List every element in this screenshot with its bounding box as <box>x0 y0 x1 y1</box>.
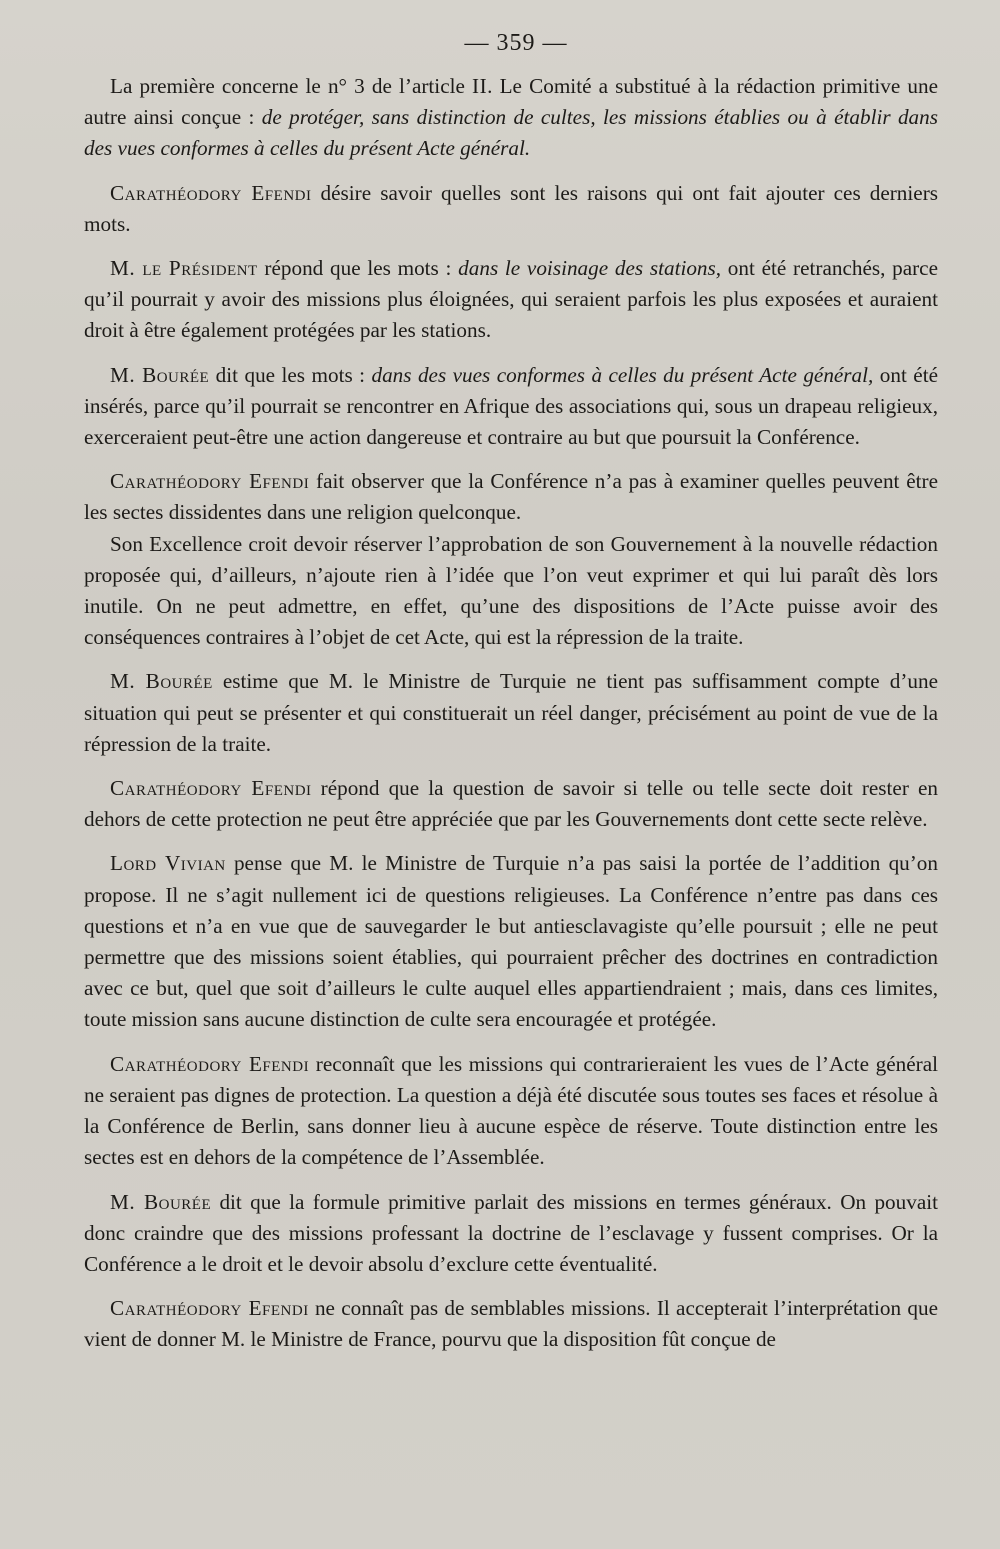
speaker-name: Carathéodory Efendi <box>110 776 312 801</box>
paragraph-text: pense que M. le Ministre de Turquie n’a pas saisi la portée de l’addition qu’on propose. Il ne s’agit nullement ici de questions religieuses. La Conférence n’entre pas dans ces questions et n’a en vue que de sauvegarder le but antiesclavagiste qu’elle poursuit ; elle ne peut permettre que des missions soient établies, qui pourraient prêcher des doctrines en contradiction avec ce but, quel que soit d’ailleurs le culte auquel elles appartiendraient ; mais, dans ces limites, toute mission sans aucune distinction de culte sera encouragée et protégée. <box>84 851 938 1032</box>
speaker-name: Carathéodory Efendi <box>110 1296 309 1321</box>
paragraph-text: désire savoir quelles sont les raisons qui ont fait ajouter ces derniers mots. <box>84 180 938 236</box>
paragraph-text: fait observer que la Conférence n’a pas à examiner quelles peuvent être les sectes dissidentes dans une religion quelconque. <box>84 469 938 525</box>
speaker-name: M. Bourée <box>110 1189 212 1214</box>
paragraph-caratheodory-4 <box>84 1049 938 1174</box>
speaker-name: M. le Président <box>110 256 258 281</box>
paragraph-text: Son Excellence croit devoir réserver l’approbation de son Gouvernement à la nouvelle rédaction proposée qui, d’ailleurs, n’ajoute rien à l’idée que l’on veut exprimer et qui lui paraît dès lors inutile. On ne peut admettre, en effet, qu’une des dispositions de l’Acte puisse avoir des conséquences contraires à l’objet de cet Acte, qui est la répression de la traite. <box>84 531 938 650</box>
page-number: — 359 — <box>464 30 568 56</box>
paragraph-text: ont été retranchés, parce qu’il pourrait y avoir des missions plus éloignées, qui seraient parfois les plus exposées et auraient droit à être également protégées par les stations. <box>84 256 938 343</box>
paragraph-caratheodory-5 <box>84 1293 938 1355</box>
paragraph-text: estime que M. le Ministre de Turquie ne tient pas suffisamment compte d’une situation qui peut se présenter et qui constituerait un réel danger, précisément au point de vue de la répression de la traite. <box>84 669 939 756</box>
speaker-name: Carathéodory Efendi <box>110 180 312 205</box>
paragraph-caratheodory-1 <box>84 178 938 240</box>
quoted-text: de protéger, sans distinction de cultes, les missions établies ou à établir dans des vues conformes à celles du présent Acte général. <box>84 105 938 161</box>
paragraph-text: ne connaît pas de semblables missions. Il accepterait l’interprétation que vient de donner M. le Ministre de France, pourvu que la disposition fût conçue de <box>84 1296 938 1352</box>
paragraph-text: La première concerne le n° 3 de l’article <box>110 74 473 98</box>
paragraph-caratheodory-3 <box>84 773 938 835</box>
roman-numeral: II <box>472 74 488 98</box>
paragraph-bouree-2 <box>84 666 938 760</box>
paragraph-text: reconnaît que les missions qui contrarieraient les vues de l’Acte général ne seraient pas dignes de protection. La question a déjà été discutée sous toutes ses faces et résolue à la Conférence de Berlin, sans donner lieu à aucune espèce de réserve. Toute distinction entre les sectes est en dehors de la compétence de l’Assemblée. <box>84 1051 938 1170</box>
paragraph-text: répond que la question de savoir si telle ou telle secte doit rester en dehors de cette protection ne peut être appréciée que par les Gouvernements dont cette secte relève. <box>84 776 938 832</box>
paragraph-bouree-3 <box>84 1187 938 1281</box>
quoted-text: dans le voisinage des stations, <box>458 256 722 281</box>
speaker-name: Lord Vivian <box>110 851 226 876</box>
paragraph-lord-vivian <box>84 848 938 1035</box>
speaker-name: M. Bourée <box>110 362 210 387</box>
speaker-name: Carathéodory Efendi <box>110 1051 310 1076</box>
paragraph-president <box>84 253 938 347</box>
paragraph-caratheodory-2 <box>84 466 938 528</box>
paragraph-text: répond que les mots : <box>257 256 459 281</box>
quoted-text: dans des vues conformes à celles du présent Acte général, <box>371 362 874 387</box>
paragraph-text: dit que les mots : <box>209 362 372 387</box>
paragraph-amendment <box>84 71 938 165</box>
paragraph-excellence <box>84 529 938 654</box>
paragraph-text: ont été insérés, parce qu’il pourrait se rencontrer en Afrique des associations qui, sous un drapeau religieux, exerceraient peut-être une action dangereuse et contraire au but que poursuit la Conférence. <box>84 362 939 450</box>
speaker-name: M. Bourée <box>110 669 213 694</box>
speaker-name: Carathéodory Efendi <box>110 469 310 494</box>
paragraph-text: dit que la formule primitive parlait des missions en termes généraux. On pouvait donc craindre que des missions professant la doctrine de l’esclavage y fussent comprises. Or la Conférence a le droit et le devoir absolu d’exclure cette éventualité. <box>84 1189 938 1276</box>
paragraph-text: . Le Comité a substitué à la rédaction primitive une autre ainsi conçue : <box>84 74 938 130</box>
paragraph-bouree-1 <box>84 360 938 454</box>
